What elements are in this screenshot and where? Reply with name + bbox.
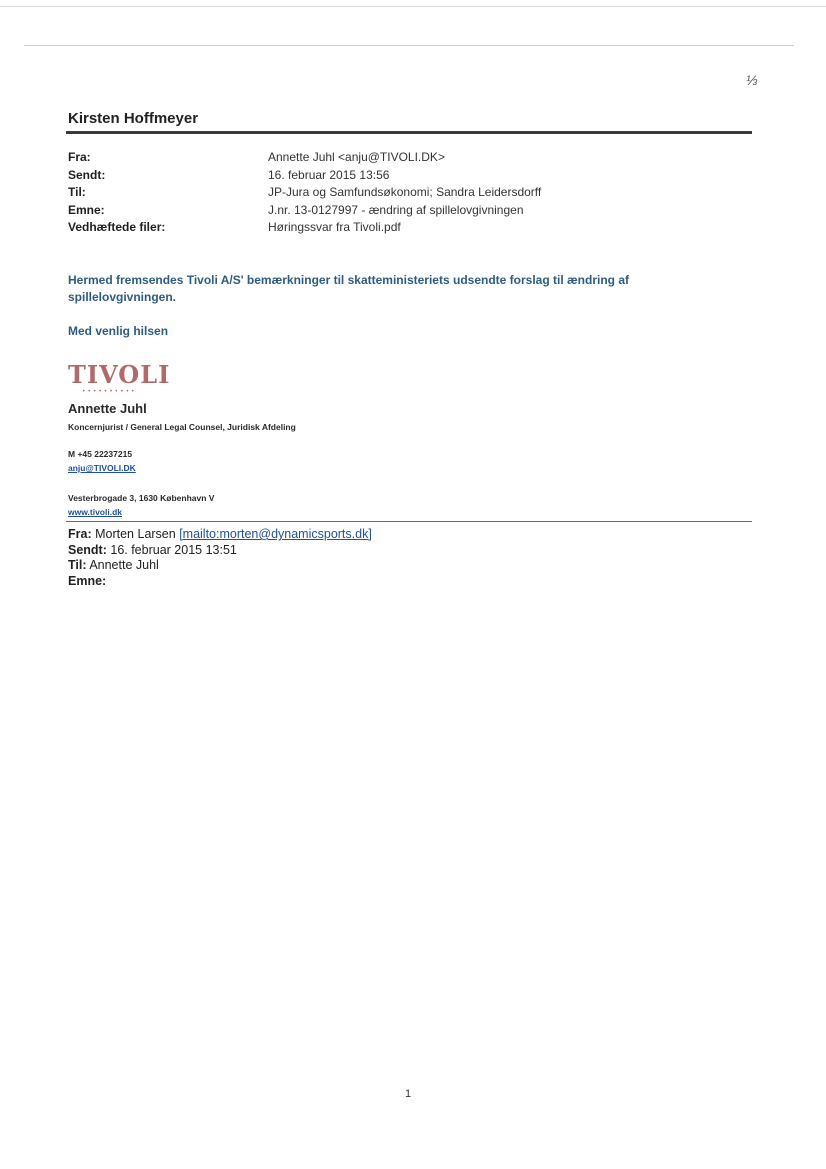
signature-email-link[interactable]: [68, 463, 136, 473]
forward-separator: [66, 521, 752, 522]
header-value: JP-Jura og Samfundsøkonomi; Sandra Leidersdorff: [268, 185, 542, 199]
forwarded-subject: [68, 574, 372, 590]
header-row-subject: [68, 203, 768, 221]
signature-website[interactable]: www.tivoli.dk: [68, 507, 122, 517]
header-value: 16. februar 2015 13:56: [268, 167, 390, 182]
header-label: Vedhæftede filer:: [68, 220, 166, 234]
signature-title: Koncernjurist / General Legal Counsel, Juridisk Afdeling: [68, 422, 296, 432]
signature-website-link[interactable]: [68, 507, 122, 517]
corner-mark: ⅓: [746, 72, 758, 88]
forwarded-to: [68, 558, 372, 574]
header-row-attachments: [68, 220, 768, 238]
document-owner-name: Kirsten Hoffmeyer: [68, 110, 199, 127]
scan-edge-line: [24, 45, 794, 46]
forwarded-to-label: Til:: [68, 558, 87, 572]
forwarded-from-label: Fra:: [68, 527, 92, 541]
body-paragraph: Hermed fremsendes Tivoli A/S' bemærkninger til skatteministeriets udsendte forslag til ændring af spillelovgivningen.: [68, 273, 629, 304]
header-label: Til:: [68, 185, 86, 199]
header-row-from: [68, 150, 768, 168]
header-row-to: [68, 185, 768, 203]
forwarded-subject-label: Emne:: [68, 573, 107, 588]
signature-address: Vesterbrogade 3, 1630 København V: [68, 493, 215, 503]
forwarded-to-value: Annette Juhl: [86, 558, 159, 572]
signature-name: Annette Juhl: [68, 401, 147, 416]
forwarded-sent-value: 16. februar 2015 13:51: [106, 542, 237, 557]
page-number: 1: [405, 1088, 412, 1100]
tivoli-logo: [68, 358, 188, 398]
logo-text: TIVOLI: [68, 360, 171, 389]
forwarded-from: [68, 527, 372, 543]
header-value: J.nr. 13-0127997 - ændring af spillelovgivningen: [268, 202, 524, 217]
forwarded-mailto-link[interactable]: [mailto:morten@dynamicsports.dk]: [179, 527, 372, 541]
scan-edge-top: [0, 6, 826, 7]
body-closing: Med venlig hilsen: [68, 324, 169, 338]
header-row-sent: [68, 168, 768, 186]
email-header: [68, 150, 768, 238]
header-label: Emne:: [68, 202, 105, 217]
signature-email[interactable]: anju@TIVOLI.DK: [68, 463, 136, 473]
forwarded-from-value: Morten Larsen: [95, 527, 180, 541]
header-label: Sendt:: [68, 167, 106, 182]
header-value: Annette Juhl <anju@TIVOLI.DK>: [268, 150, 445, 164]
forwarded-header: [68, 527, 372, 589]
forwarded-sent: [68, 543, 372, 559]
header-label: Fra:: [68, 150, 91, 164]
logo-subtext: • • • • • • • • • •: [82, 388, 135, 395]
attachment-filename: Høringssvar fra Tivoli.pdf: [268, 220, 401, 234]
tivoli-logo-graphic: [68, 358, 188, 398]
forwarded-sent-label: Sendt:: [68, 542, 107, 557]
header-rule: [66, 131, 752, 134]
signature-phone: M +45 22237215: [68, 449, 133, 459]
